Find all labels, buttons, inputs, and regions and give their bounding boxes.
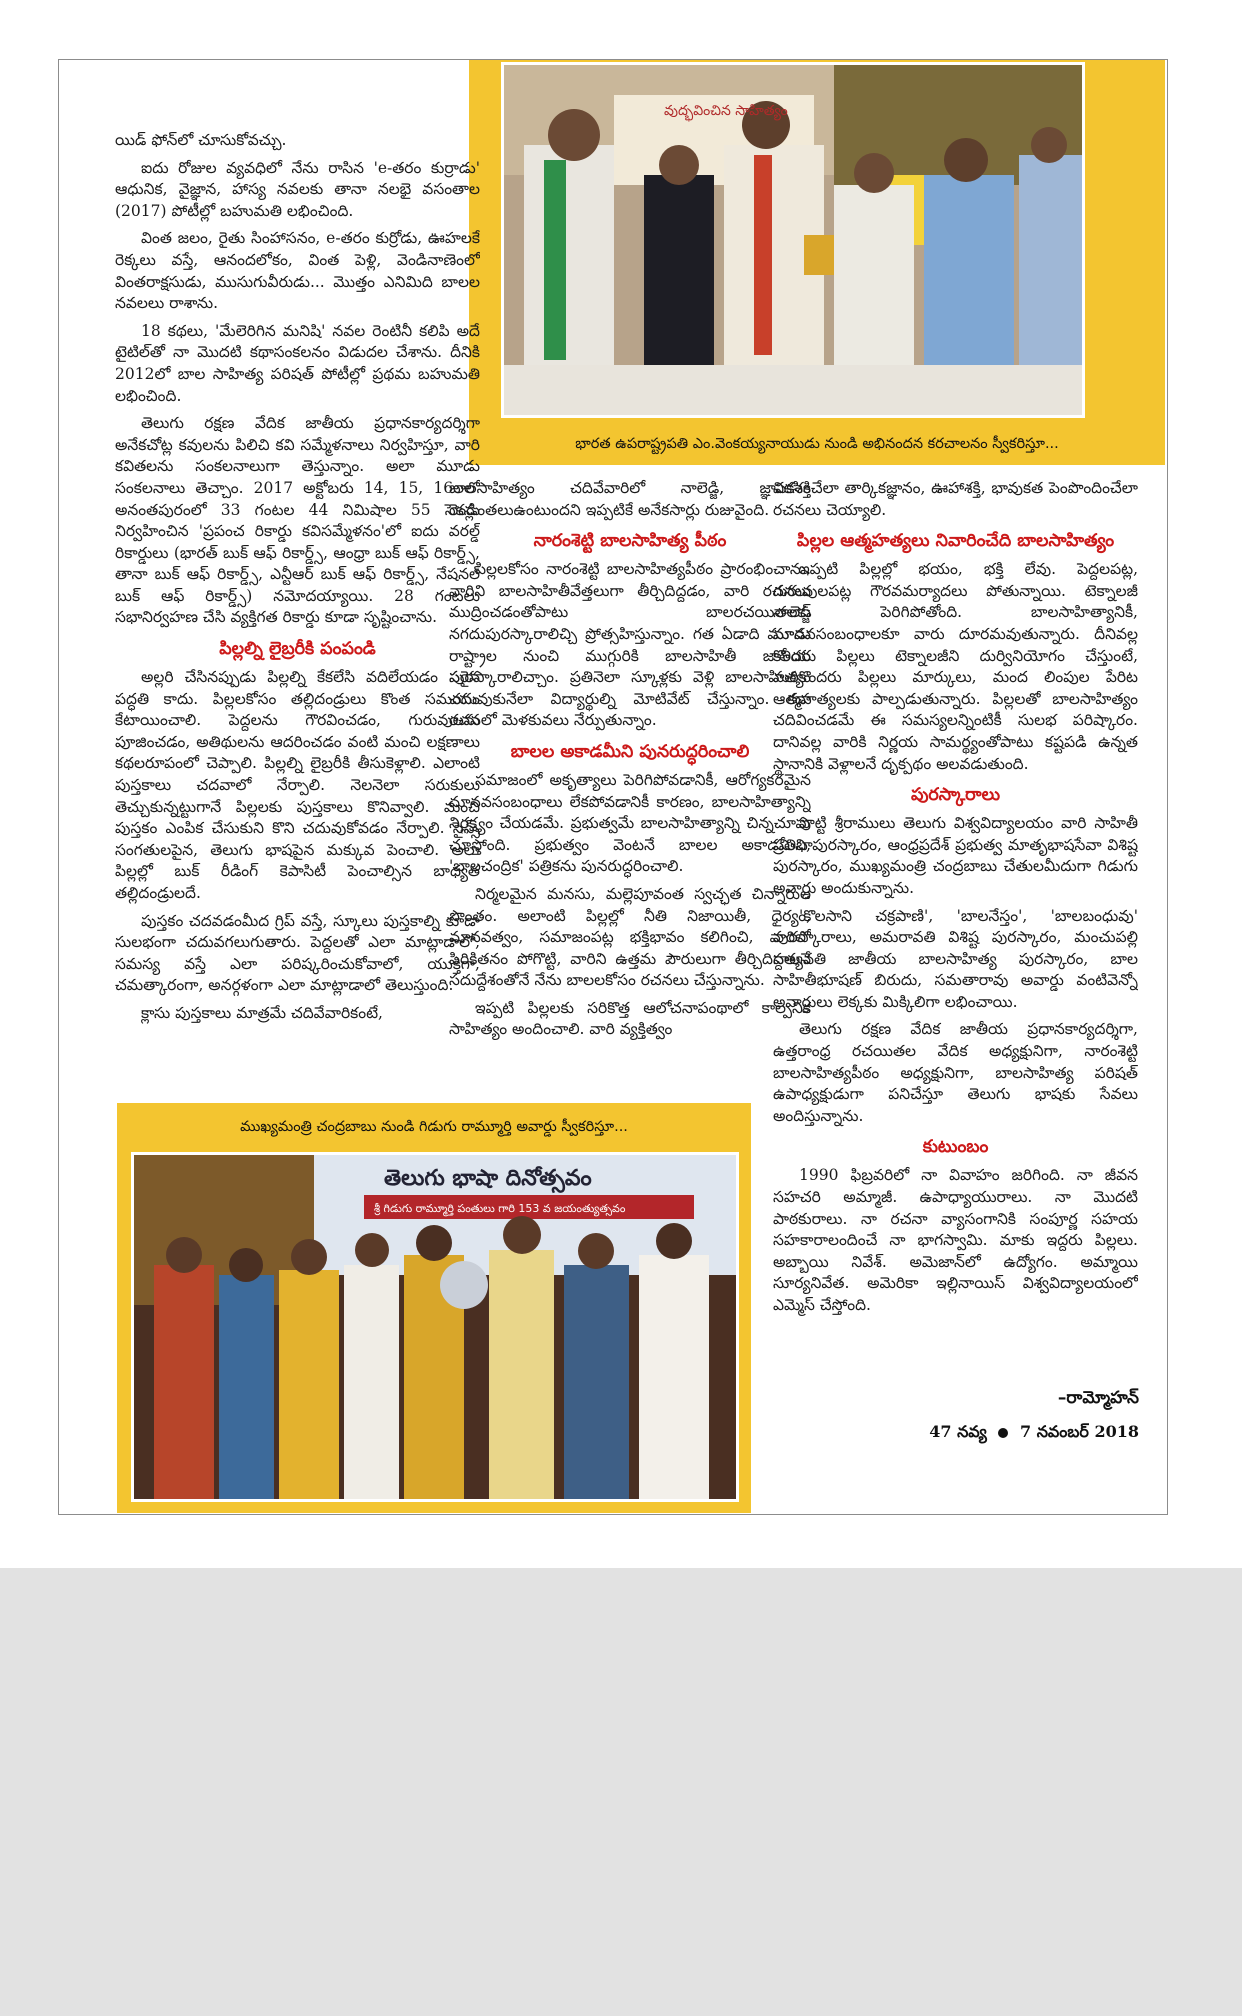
paragraph: నిర్మలమైన మనసు, మల్లెపూవంత స్వచ్ఛత చిన్నారుల సొంతం. అలాంటి పిల్లల్లో నీతి నిజాయితీ, ధైర్యం, మానవత్వం, సమాజంపట్ల భక్తిభావం కలిగించి, వారిలో పిరికితనం పోగొట్టి, వారిని ఉత్తమ పౌరులుగా తీర్చిదిద్దాలనే సదుద్దేశంతోనే నేను బాలలకోసం రచనలు చేస్తున్నాను.: [449, 884, 811, 990]
award-photo-bottom: [131, 1152, 739, 1502]
paragraph: 1990 ఫిబ్రవరిలో నా వివాహం జరిగింది. నా జీవన సహచరి అమ్మాజీ. ఉపాధ్యాయురాలు. నా మొదటి పాఠకురాలు. నా రచనా వ్యాసంగానికి సంపూర్ణ సహయ సహకారాలందించే నా భాగస్వామి. మాకు ఇద్దరు పిల్లలు. అబ్బాయి నివేశ్. అమెజాన్‌లో ఉద్యోగం. అమ్మాయి సూర్యనివేత. అమెరికా ఇల్లినాయిస్ విశ్వవిద్యాలయంలో ఎమ్మెస్ చేస్తోంది.: [773, 1166, 1138, 1314]
section-heading: నారంశెట్టి బాలసాహిత్య పీఠం: [533, 531, 727, 552]
paragraph: అల్లరి చేసినప్పుడు పిల్లల్ని కేకలేసి వదిలేయడం సరైన పద్ధతి కాదు. పిల్లలకోసం తల్లిదండ్రులు కొంత సమయం కేటాయించాలి. పెద్దలను గౌరవించడం, గురువులను పూజించడం, అతిథులను ఆదరించడం వంటి మంచి లక్షణాలు కథలరూపంలో చెప్పాలి. పిల్లల్ని లైబ్రరీకి తీసుకెళ్లాలి. ఎలాంటి పుస్తకాలు చదవాలో నేర్పాలి. నెలనెలా సరుకులు తెచ్చుకున్నట్టుగానే పిల్లలకు పుస్తకాలు కొనివ్వాలి. మంచి పుస్తకం ఎంపిక చేసుకుని కొని చదువుకోవడం నేర్పాలి. సైన్స్ సంగతులపైన, తెలుగు భాషపైన మక్కువ పెంచాలి. అలా పిల్లల్లో బుక్ రీడింగ్ కెపాసిటీ పెంచాల్సిన బాధ్యత తల్లిదండ్రులదే.: [115, 668, 480, 902]
photo-caption-bottom: ముఖ్యమంత్రి చంద్రబాబు నుండి గిడుగు రామ్మూర్తి అవార్డు స్వీకరిస్తూ...: [240, 1119, 628, 1135]
paragraph: ఇప్పటి పిల్లలకు సరికొత్త ఆలోచనాపంథాలో కాల్పనిక సాహిత్యం అందించాలి. వారి వ్యక్తిత్వం: [449, 998, 811, 1039]
issue-date: 7 నవంబర్ 2018: [1019, 1422, 1139, 1441]
paragraph: ఐదు రోజుల వ్యవధిలో నేను రాసిన 'e-తరం కుర్రాడు' ఆధునిక, వైజ్ఞాన, హాస్య నవలకు తానా నలభై వసంతాల (2017) పోటీల్లో బహుమతి లభించింది.: [115, 158, 480, 220]
paragraph: క్లాసు పుస్తకాలు మాత్రమే చదివేవారికంటే,: [141, 1003, 383, 1022]
section-heading: బాలల అకాడమీని పునరుద్ధరించాలి: [510, 741, 750, 762]
paragraph: సమాజంలో అకృత్యాలు పెరిగిపోవడానికీ, ఆరోగ్యకరమైన మానవసంబంధాలు లేకపోవడానికీ కారణం, బాలసాహిత్యాన్ని నిర్లక్ష్యం చేయడమే. ప్రభుత్వమే బాలసాహిత్యాన్ని చిన్నచూపు చూస్తోంది. ప్రభుత్వం వెంటనే బాలల అకాడమీని, 'బాలచంద్రిక' పత్రికను పునరుద్ధరించాలి.: [449, 770, 811, 876]
byline: –రామ్మోహన్: [1057, 1388, 1139, 1408]
paragraph: యిడ్ ఫోన్‌లో చూసుకోవచ్చు.: [115, 131, 287, 149]
award-photo-top: [501, 62, 1085, 418]
photo-caption-top: భారత ఉపరాష్ట్రపతి ఎం.వెంకయ్యనాయుడు నుండి అభినందన కరచాలనం స్వీకరిస్తూ...: [575, 436, 1059, 452]
paragraph: పొట్టి శ్రీరాములు తెలుగు విశ్వవిద్యాలయం వారి సాహితీ ప్రతిభాపురస్కారం, ఆంధ్రప్రదేశ్ ప్రభుత్వ మాతృభాషసేవా విశిష్ట పురస్కారం, ముఖ్యమంత్రి చంద్రబాబు చేతులమీదుగా గిడుగు అవార్డు అందుకున్నాను.: [773, 814, 1138, 897]
article-column-2: [449, 478, 811, 1153]
paragraph: బాలసాహిత్యం చదివేవారిలో నాలెడ్జి, జ్ఞాపకశక్తి రెండింతలుఉంటుందని ఇప్పటికే అనేకసార్లు రుజువైంది.: [449, 479, 811, 519]
section-heading: పిల్లల ఆత్మహత్యలు నివారించేది బాలసాహిత్యం: [796, 531, 1115, 552]
article-column-3: [773, 478, 1138, 1510]
paragraph: తెలుగు రక్షణ వేదిక జాతీయ ప్రధానకార్యదర్శిగా అనేకచోట్ల కవులను పిలిచి కవి సమ్మేళనాలు నిర్వహిస్తూ, వారి కవితలను సంకలనాలుగా తెస్తున్నాం. అలా మూడు సంకలనాలు తెచ్చాం. 2017 అక్టోబరు 14, 15, 16లలో అనంతపురంలో 33 గంటల 44 నిమిషాల 55 సెకన్లు నిర్వహించిన 'ప్రపంచ రికార్డు కవిసమ్మేళనం'లో ఐదు వరల్డ్ రికార్డులు (భారత్ బుక్ ఆఫ్ రికార్డ్స్, ఆంధ్రా బుక్ ఆఫ్ రికార్డ్స్, తానా బుక్ ఆఫ్ రికార్డ్స్, ఎన్టీఆర్ బుక్ ఆఫ్ రికార్డ్స్, నేషనల్ బుక్ ఆఫ్ రికార్డ్స్) నమోదయ్యాయి. 28 గంటలు సభానిర్వహణ చేసి వ్యక్తిగత రికార్డు కూడా సృష్టించాను.: [115, 414, 480, 627]
banner-text-bottom: తెలుగు భాషా దినోత్సవం: [384, 1166, 592, 1191]
paragraph: ఇప్పటి పిల్లల్లో భయం, భక్తి లేవు. పెద్దలపట్ల, గురువులపట్ల గౌరవమర్యాదలు పోతున్నాయి. టెక్నాలజీ నాలెడ్జ్ పెరిగిపోతోంది. బాలసాహిత్యానికీ, మానవసంబంధాలకూ వారు దూరమవుతున్నారు. దీనివల్ల కొందరు పిల్లలు టెక్నాలజీని దుర్వినియోగం చేస్తుంటే, మరికొందరు పిల్లలు మార్కులు, మంద లింపుల పేరిట ఆత్మహత్యలకు పాల్పడుతున్నారు. పిల్లలతో బాలసాహిత్యం చదివించడమే ఈ సమస్యలన్నింటికీ సులభ పరిష్కారం. దానివల్ల వారికి నిర్ణయ సామర్థ్యంతోపాటు కష్టపడి ఉన్నత స్థానానికి వెళ్లాలనే దృక్పథం అలవడుతుంది.: [773, 560, 1138, 773]
paragraph: 18 కథలు, 'మేలెరిగిన మనిషి' నవల రెంటినీ కలిపి అదే టైటిల్‌తో నా మొదటి కథాసంకలనం విడుదల చేశాను. దీనికి 2012లో బాల సాహిత్య పరిషత్ పోటీల్లో ప్రథమ బహుమతి లభించింది.: [115, 321, 480, 405]
paragraph: 'కొలసాని చక్రపాణి', 'బాలనేస్తం', 'బాలబంధువు' పురస్కారాలు, అమరావతి విశిష్ట పురస్కారం, మంచుపల్లి సత్యవతి జాతీయ బాలసాహిత్య పురస్కారం, బాల సాహితీభూషణ్ బిరుదు, సమతారావు అవార్డు వంటివెన్నో అవార్డులు లెక్కకు మిక్కిలిగా లభించాయి.: [773, 906, 1138, 1011]
paragraph: వికసించేలా తార్కికజ్ఞానం, ఊహాశక్తి, భావుకత పెంపొందించేలా రచనలు చెయ్యాలి.: [773, 479, 1138, 519]
section-heading: పిల్లల్ని లైబ్రరీకి పంపండి: [219, 639, 376, 660]
banner-text-top: వుద్భవించిన సాహిత్యం: [664, 103, 788, 119]
page-frame: [58, 59, 1168, 1515]
section-heading: కుటుంబం: [922, 1137, 989, 1158]
paragraph: తెలుగు రక్షణ వేదిక జాతీయ ప్రధానకార్యదర్శిగా, ఉత్తరాంధ్ర రచయితల వేదిక అధ్యక్షునిగా, నారంశెట్టి బాలసాహిత్యపీఠం అధ్యక్షునిగా, బాలసాహిత్య పరిషత్ ఉపాధ్యక్షుడుగా పనిచేస్తూ తెలుగు భాషకు సేవలు అందిస్తున్నాను.: [773, 1020, 1138, 1125]
section-heading: పురస్కారాలు: [910, 785, 1001, 806]
page-folio: [889, 1419, 1139, 1445]
paragraph: పుస్తకం చదవడంమీద గ్రిప్ వస్తే, స్కూలు పుస్తకాల్ని కూడా సులభంగా చదువగలుగుతారు. పెద్దలతో ఎలా మాట్లాడాలో, సమస్య వస్తే ఎలా పరిష్కరించుకోవాలో, యుక్తిగా, చమత్కారంగా, అనర్గళంగా ఎలా మాట్లాడాలో తెలుస్తుంది.: [115, 911, 480, 995]
magazine-name: నవ్య: [957, 1422, 987, 1441]
folio-dot-icon: [998, 1428, 1008, 1438]
photo-illustration-top: [504, 65, 1082, 415]
banner-subtext-bottom: శ్రీ గిడుగు రామ్మూర్తి పంతులు గారి 153 వ జయంత్యుత్సవం: [374, 1202, 626, 1215]
paragraph: పిల్లలకోసం నారంశెట్టి బాలసాహిత్యపీఠం ప్రారంభించాను. వారిని బాలసాహితీవేత్తలుగా తీర్చిదిద్దడం, వారి రచనలు ముద్రించడంతోపాటు బాలరచయితలకు నగదుపురస్కారాలిచ్చి ప్రోత్సహిస్తున్నాం. గత ఏడాది మూడు రాష్ట్రాల నుంచి ముగ్గురికి బాలసాహితీ జాతీయ పురస్కారాలిచ్చాం. ప్రతినెలా స్కూళ్లకు వెళ్లి బాలసాహిత్యం చదువుకునేలా విద్యార్థుల్ని మోటివేట్ చేస్తున్నాం. కథా రచనలో మెళకువలు నేర్పుతున్నాం.: [449, 560, 811, 730]
photo-illustration-bottom: [134, 1155, 736, 1499]
article-column-1: [115, 130, 480, 1155]
paragraph: వింత జలం, రైతు సింహాసనం, e-తరం కుర్రోడు, ఊహలకే రెక్కలు వస్తే, ఆనందలోకం, వింత పెళ్లి, వెండినాణెంలో వింతరాక్షసుడు, ముసుగువీరుడు... మొత్తం ఎనిమిది బాలల నవలలు రాశాను.: [115, 229, 480, 313]
page-number: 47: [929, 1422, 952, 1441]
